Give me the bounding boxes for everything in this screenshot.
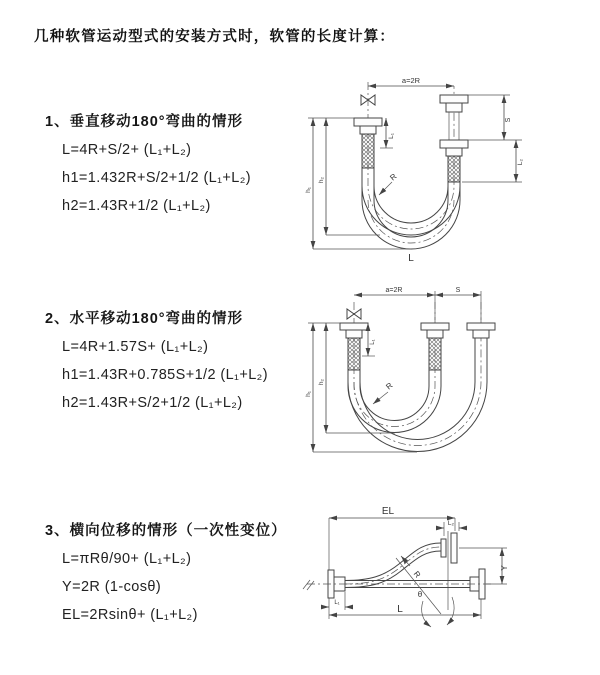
section-3 [45, 519, 315, 636]
hose-centerlines [354, 302, 481, 446]
section-2-formula-l: L=4R+1.57S+ (L₁+L₂) [62, 339, 209, 355]
radius-label: R [388, 171, 399, 183]
diagram-vertical-180-bend [300, 70, 600, 265]
valve-icon [347, 309, 361, 319]
section-1-heading: 1、垂直移动180°弯曲的情形 [45, 114, 244, 130]
section-1-formula-l: L=4R+S/2+ (L₁+L₂) [62, 142, 192, 158]
dim-l2-label: L₂ [517, 158, 524, 166]
dim-s [435, 287, 481, 320]
hose-centerlines [368, 82, 454, 243]
diagram-horizontal-180-bend [300, 282, 600, 462]
length-label: L [408, 253, 414, 264]
section-2-formula-h1: h1=1.43R+0.785S+1/2 (L₁+L₂) [62, 367, 268, 383]
page-title: 几种软管运动型式的安装方式时，软管的长度计算： [34, 29, 396, 45]
left-flange [340, 323, 368, 370]
dim-s [468, 95, 522, 140]
dim-l [329, 599, 481, 619]
angle-theta-label: θ [417, 590, 423, 599]
dim-s-label: S [505, 117, 512, 123]
hose-u-bend [348, 338, 487, 452]
dim-a2r-label: a=2R [401, 76, 421, 85]
dim-l2 [462, 140, 524, 182]
dim-el [329, 506, 455, 619]
section-2-formula-h2: h2=1.43R+S/2+1/2 (L₁+L₂) [62, 395, 243, 411]
radius-label: R [384, 380, 395, 392]
radius-callout [379, 172, 399, 195]
section-3-formula-el: EL=2Rsinθ+ (L₁+L₂) [62, 607, 198, 623]
section-3-heading: 3、横向位移的情形（一次性变位） [45, 523, 287, 539]
radius-callout [373, 381, 395, 404]
dim-h2-label: h₂ [318, 378, 325, 386]
dim-l-label: L [397, 604, 403, 615]
angle-construction [396, 558, 454, 627]
dim-s-label: S [455, 287, 461, 294]
dim-l2-label: L₂ [447, 520, 455, 527]
section-2-heading: 2、水平移动180°弯曲的情形 [45, 311, 244, 327]
dim-a2r-label: a=2R [385, 287, 403, 294]
section-2 [45, 307, 315, 424]
right-flange-bottom [440, 140, 468, 182]
dim-a2r [368, 76, 454, 86]
middle-flange [421, 323, 449, 370]
section-1-formula-h1: h1=1.432R+S/2+1/2 (L₁+L₂) [62, 170, 252, 186]
dim-l1-label: L₁ [334, 600, 340, 606]
hose-u-bend [362, 168, 460, 249]
diagram-lateral-displacement [298, 498, 600, 658]
section-1 [45, 110, 315, 227]
dim-h1-label: h₁ [305, 391, 312, 397]
dim-l1 [321, 592, 353, 610]
dim-a2r [354, 287, 435, 295]
section-1-formula-h2: h2=1.43R+1/2 (L₁+L₂) [62, 198, 211, 214]
dim-l1-label: L₁ [370, 339, 376, 345]
moved-flange [441, 531, 457, 610]
left-flange [354, 118, 382, 168]
dim-h2-label: h₂ [318, 176, 325, 184]
radius-label: R [411, 569, 423, 580]
dim-el-label: EL [381, 506, 395, 517]
section-3-formula-y: Y=2R (1-cosθ) [62, 579, 162, 595]
section-3-formula-l: L=πRθ/90+ (L₁+L₂) [62, 551, 192, 567]
right-flange-moved [467, 323, 495, 338]
dim-h1-label: h₁ [305, 187, 312, 193]
dim-l1-label: L₁ [388, 133, 395, 139]
dim-y-label: Y [500, 565, 509, 571]
